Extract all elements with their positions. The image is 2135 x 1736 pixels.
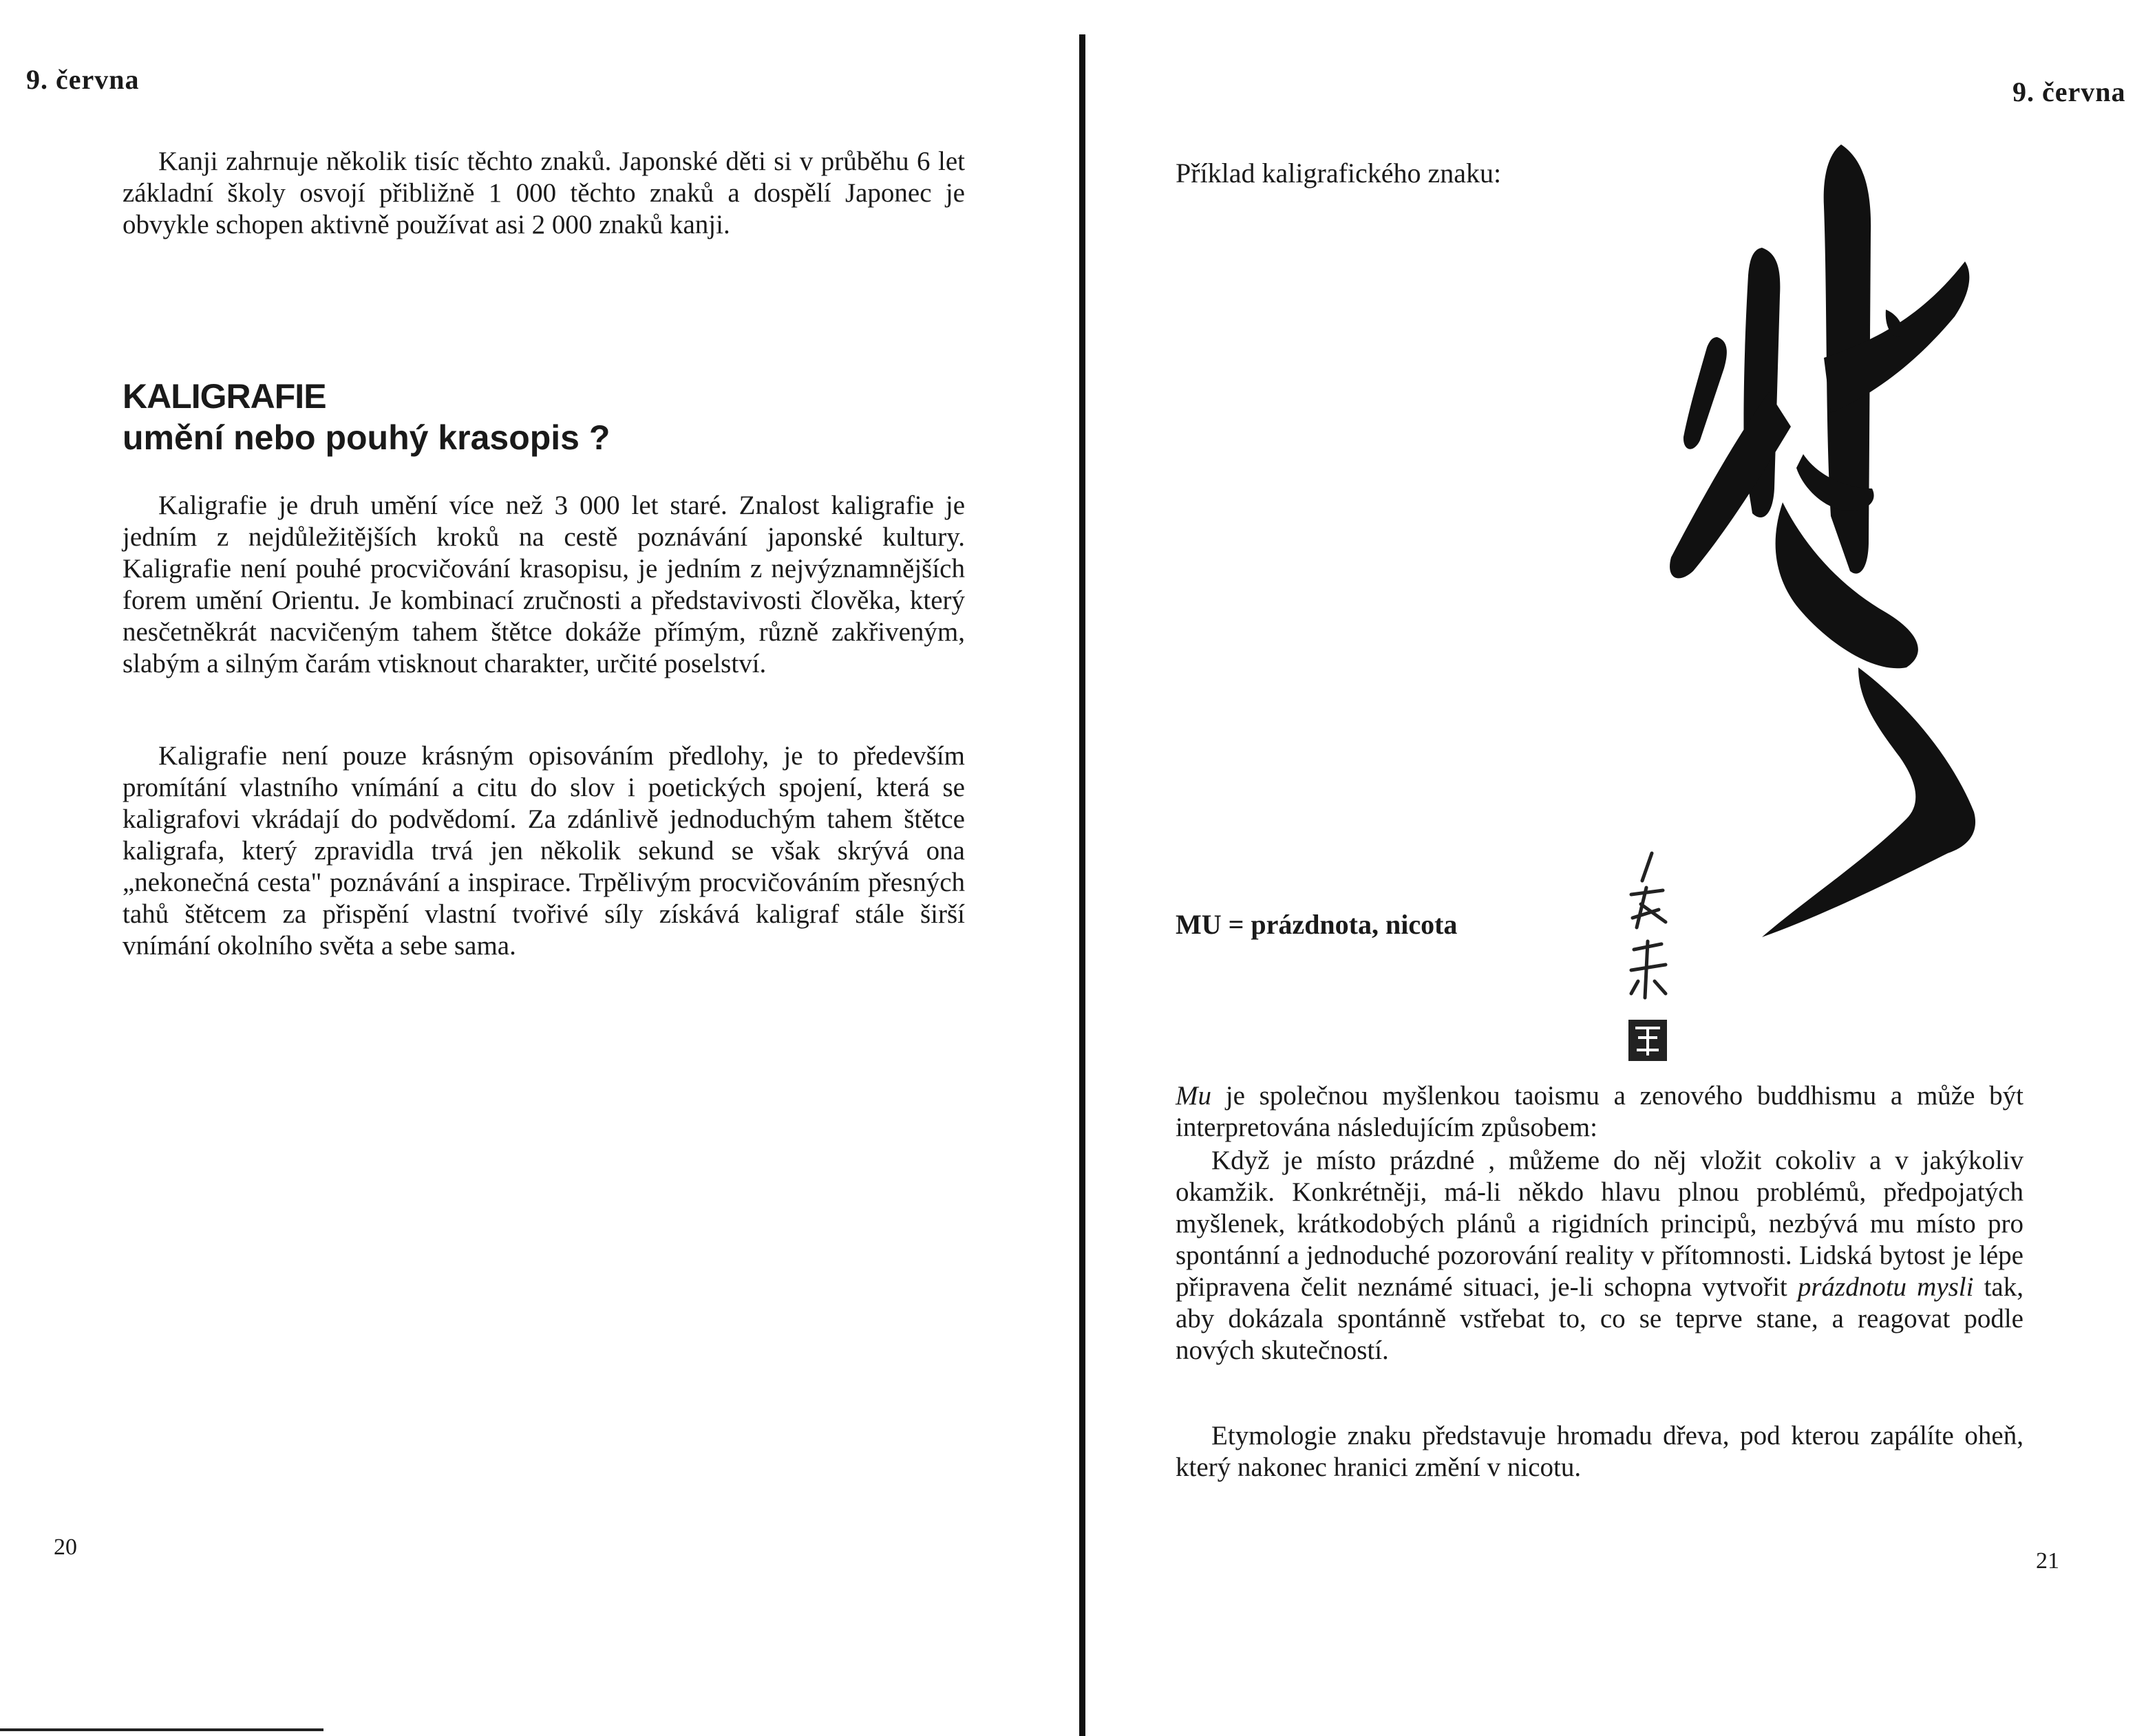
heading-subtitle: umění nebo pouhý krasopis ?: [123, 418, 610, 457]
section-heading: [123, 376, 948, 458]
artist-signature-seal: [1617, 846, 1679, 1073]
mu-paragraph-2: [1176, 1145, 2024, 1367]
running-head-left: 9. června: [26, 64, 140, 95]
running-head-right: 9. června: [2012, 76, 2126, 107]
brush-strokes: [1670, 144, 1975, 937]
mu-paragraph-2-text-a: Když je místo prázdné , můžeme do něj vložit cokoliv a v jakýkoliv okamžik. Konkrétněji, má-li někdo hlavu plnou problémů, předpojatých myšlenek, krátkodobých plánů a rigidních principů, nezbývá mu místo pro spontánní a jednoduché pozorování reality v přítomnosti. Lidská bytost je lépe připravena čelit neznámé situaci, je-li schopna vytvořit: [1176, 1146, 2024, 1302]
mu-caption: MU = prázdnota, nicota: [1176, 909, 1458, 940]
example-label: Příklad kaligrafického znaku:: [1176, 158, 1502, 189]
book-spine: [1079, 34, 1085, 1736]
mu-paragraph-1: [1176, 1080, 2024, 1144]
empty-mind-term: prázdnotu mysli: [1797, 1272, 1974, 1302]
calligraphy-paragraph-1: Kaligrafie je druh umění více než 3 000 let staré. Znalost kaligrafie je jedním z nejdůležitějších kroků na cestě poznávání japonské kultury. Kaligrafie není pouhé procvičování krasopisu, je jedním z nejvýznamnějších forem umění Orientu. Je kombinací zručnosti a představivosti člověka, který nesčetněkrát nacvičeným tahem štětce dokáže přímým, různě zakřiveným, slabým a silným čarám vtisknout charakter, určité poselství.: [123, 491, 965, 678]
signature-strokes: [1631, 853, 1666, 998]
kanji-paragraph: Kanji zahrnuje několik tisíc těchto znaků. Japonské děti si v průběhu 6 let základní školy osvojí přibližně 1 000 těchto znaků a dospělí Japonec je obvykle schopen aktivně používat asi 2 000 znaků kanji.: [123, 147, 965, 239]
heading-title: KALIGRAFIE: [123, 377, 326, 416]
mu-paragraph-2-text-b: tak, aby dokázala spontánně vstřebat to, co se teprve stane, a reagovat podle nových skutečností.: [1176, 1272, 2024, 1365]
mu-term: Mu: [1176, 1081, 1211, 1111]
right-page: [1087, 0, 2135, 1736]
mu-calligraphy-image: [1597, 131, 1982, 956]
calligraphy-paragraph-2: Kaligrafie není pouze krásným opisováním předlohy, je to především promítání vlastního vnímání a citu do slov i poetických spojení, která se kaligrafovi vkrádají do podvědomí. Za zdánlivě jednoduchým tahem štětce kaligrafa, který zpravidla trvá jen několik sekund se však skrývá ona „nekonečná cesta" poznávání a inspirace. Trpělivým procvičováním přesných tahů štětcem za přispění vlastní tvořivé síly získává kaligraf stále širší vnímání okolního světa a sebe sama.: [123, 741, 965, 961]
mu-paragraph-3: Etymologie znaku představuje hromadu dřeva, pod kterou zapálíte oheň, který nakonec hranici změní v nicotu.: [1176, 1421, 2024, 1482]
page-number-right: 21: [2036, 1548, 2059, 1574]
mu-paragraph-1-text: je společnou myšlenkou taoismu a zenového buddhismu a může být interpretována následujícím způsobem:: [1176, 1081, 2024, 1142]
page-number-left: 20: [54, 1534, 77, 1560]
